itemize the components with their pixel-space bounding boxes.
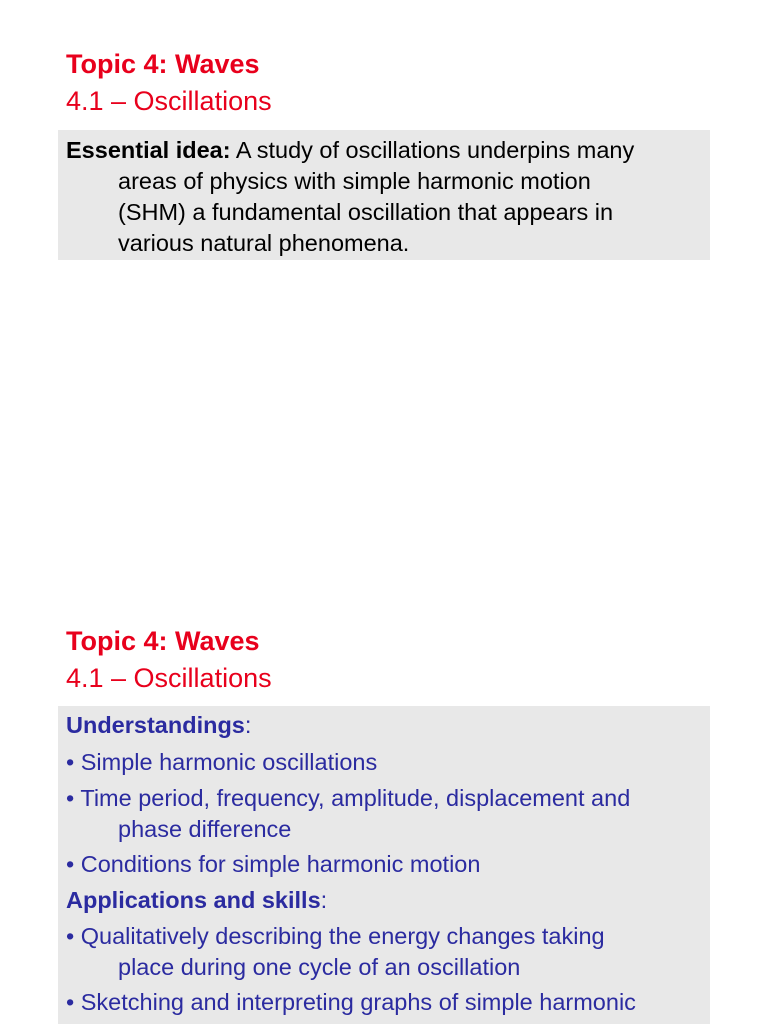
understandings-heading-text: Understandings xyxy=(66,712,245,738)
essential-idea-text xyxy=(66,135,696,259)
essential-line-2: areas of physics with simple harmonic motion xyxy=(118,168,591,194)
list-item-text: • Time period, frequency, amplitude, displacement and xyxy=(66,785,631,811)
slide-title: Topic 4: Waves xyxy=(66,626,260,656)
understandings-colon: : xyxy=(244,712,252,738)
applications-heading xyxy=(66,885,327,916)
essential-text-1: A study of oscillations underpins many xyxy=(235,137,635,163)
applications-heading-text: Applications and skills xyxy=(66,887,321,913)
list-item-text: • Simple harmonic oscillations xyxy=(66,749,378,775)
essential-line-4: various natural phenomena. xyxy=(118,230,410,256)
list-item xyxy=(66,783,630,845)
understandings-heading xyxy=(66,710,251,741)
slide-subtitle: 4.1 – Oscillations xyxy=(66,663,272,693)
essential-line-3: (SHM) a fundamental oscillation that appears in xyxy=(118,199,614,225)
list-item xyxy=(66,849,480,880)
list-item xyxy=(66,921,605,983)
list-item-text: • Qualitatively describing the energy changes taking xyxy=(66,923,605,949)
list-item-text: • Conditions for simple harmonic motion xyxy=(66,851,481,877)
applications-colon: : xyxy=(320,887,328,913)
list-item-text: • Sketching and interpreting graphs of simple harmonic xyxy=(66,989,636,1015)
list-item-continuation: phase difference xyxy=(118,816,292,842)
list-item xyxy=(66,987,636,1018)
syllabus-box xyxy=(58,706,710,1024)
essential-line-1 xyxy=(66,135,696,166)
slide-title: Topic 4: Waves xyxy=(66,49,260,79)
list-item-continuation: place during one cycle of an oscillation xyxy=(118,954,521,980)
essential-idea-box xyxy=(58,130,710,260)
list-item xyxy=(66,747,377,778)
slide-subtitle: 4.1 – Oscillations xyxy=(66,86,272,116)
essential-idea-label: Essential idea: xyxy=(66,137,231,163)
